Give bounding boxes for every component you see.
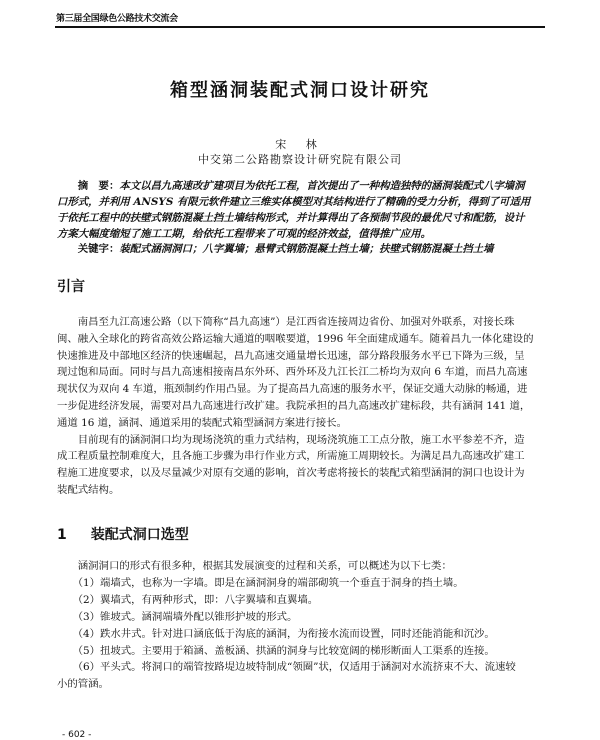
body-line: （5）扭坡式。主要用于箱涵、盖板涵、拱涵的洞身与比较宽阔的梯形断面人工渠系的连接。 <box>57 644 495 657</box>
body-line: 一步促进经济发展，需要对昌九高速进行改扩建。我院承担的昌九高速改扩建标段，共有涵洞 141 道， <box>57 400 531 412</box>
body-line: （1）端墙式，也称为一字墙。即是在涵洞洞身的端部砌筑一个垂直于洞身的挡土墙。 <box>57 576 464 589</box>
abstract-line: 方案大幅度缩短了施工工期，给依托工程带来了可观的经济效益，值得推广应用。 <box>57 228 432 240</box>
header-rule <box>55 26 545 28</box>
keywords-text: 装配式涵洞洞口；八字翼墙；悬臂式钢筋混凝土挡土墙；扶壁式钢筋混凝土挡土墙 <box>119 243 494 255</box>
body-line: （2）翼墙式，有两种形式，即：八字翼墙和直翼墙。 <box>57 593 319 606</box>
keywords <box>57 243 543 256</box>
body-line: 装配式结构。 <box>57 484 120 496</box>
abstract-line <box>57 180 543 193</box>
body-line: 小的管涵。 <box>57 678 109 691</box>
body-line: （4）跌水井式。针对进口涵底低于沟底的涵洞，为衔接水流而设置，同时还能消能和沉沙。 <box>57 627 495 640</box>
section-1-heading <box>57 524 189 544</box>
body-line: 程施工进度要求，以及尽量减少对原有交通的影响，首次考虑将接长的装配式箱型涵洞的洞口也设计为 <box>57 467 525 480</box>
body-line: （6）平头式。将洞口的端管按路堤边坡特制成“领圈”状，仅适用于涵洞对水流挤束不大、流速较 <box>57 661 516 674</box>
abstract-text: 本文以昌九高速改扩建项目为依托工程，首次提出了一种构造独特的涵洞装配式八字墙洞 <box>119 180 525 192</box>
body-line: 目前现有的涵洞洞口均为现场浇筑的重力式结构，现场浇筑施工工点分散，施工水平参差不齐，造 <box>57 433 525 446</box>
body-line: 成工程质量控制难度大，且各施工步骤为串行作业方式，所需施工周期较长。为满足昌九高速改扩建工 <box>57 450 525 463</box>
intro-heading: 引言 <box>57 279 85 295</box>
running-header: 第三届全国绿色公路技术交流会 <box>56 14 178 24</box>
body-line: 涵洞洞口的形式有很多种，根据其发展演变的过程和关系，可以概述为以下七类： <box>57 560 452 572</box>
body-line: 现过饱和局面。同时与昌九高速相接南昌东外环、西外环及九江长江二桥均为双向 6 车道，而昌九高速 <box>57 366 528 379</box>
body-line: 闽、融入全球化的跨省高效公路运输大通道的咽喉要道，1996 年全面建成通车。随着昌九一体化建设的 <box>57 332 534 345</box>
body-line: 通道 16 道，涵洞、通道采用的装配式箱型涵洞方案进行接长。 <box>57 416 347 429</box>
section-number: 1 <box>57 527 67 543</box>
author: 宋 林 <box>275 138 325 151</box>
keywords-label: 关键字： <box>77 243 120 255</box>
body-line: 现状仅为双向 4 车道，瓶颈制约作用凸显。为了提高昌九高速的服务水平，保证交通大动脉的畅通，进 <box>57 383 528 396</box>
body-line: （3）锥坡式。涵洞端墙外配以锥形护坡的形式。 <box>57 610 298 623</box>
section-title: 装配式洞口选型 <box>90 527 189 543</box>
affiliation: 中交第二公路勘察设计研究院有限公司 <box>198 153 402 166</box>
abstract-line: 口形式，并利用 ANSYS 有限元软件建立三维实体模型对其结构进行了精确的受力分析，得到了可适用 <box>57 196 531 208</box>
body-line: 南昌至九江高速公路（以下简称“昌九高速”）是江西省连接周边省份、加强对外联系，对接长珠 <box>57 316 515 328</box>
abstract-label: 摘 要： <box>77 180 120 192</box>
paper-title: 箱型涵洞装配式洞口设计研究 <box>170 80 430 101</box>
abstract-line: 于依托工程中的扶壁式钢筋混凝土挡土墙结构形式，并计算得出了各预制节段的最优尺寸和配筋，设计 <box>57 212 525 224</box>
page-number: - 602 - <box>62 730 92 740</box>
body-line: 快速推进及中部地区经济的快速崛起，昌九高速交通量增长迅速，部分路段服务水平已下降为三级，呈 <box>57 349 525 362</box>
